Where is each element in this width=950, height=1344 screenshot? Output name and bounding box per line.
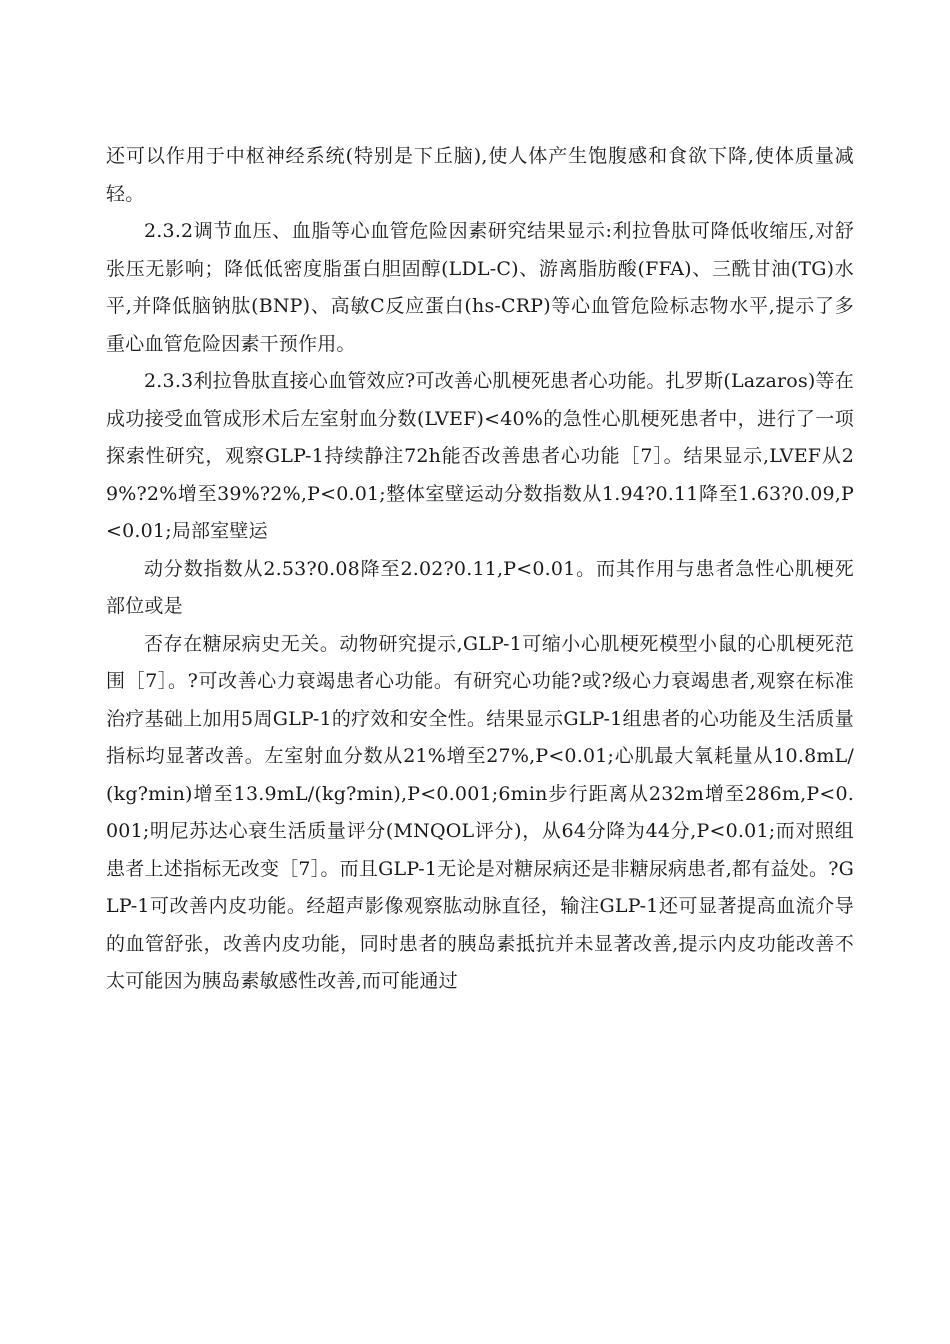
paragraph-heart-failure-endothelial: 否存在糖尿病史无关。动物研究提示,GLP-1可缩小心肌梗死模型小鼠的心肌梗死范围［7］。?可改善心力衰竭患者心功能。有研究心功能?或?级心力衰竭患者,观察在标准治疗基础上加用5周GLP-1的疗效和安全性。结果显示GLP-1组患者的心功能及生活质量指标均显著改善。左室射血分数从21%增至27%,P<0.01;心肌最大氧耗量从10.8mL/(kg?min)增至13.9mL/(kg?min),P<0.001;6min步行距离从232m增至286m,P<0.001;明尼苏达心衰生活质量评分(MNQOL评分)，从64分降为44分,P<0.01;而对照组患者上述指标无改变［7］。而且GLP-1无论是对糖尿病还是非糖尿病患者,都有益处。?GLP-1可改善内皮功能。经超声影像观察肱动脉直径，输注GLP-1还可显著提高血流介导的血管舒张，改善内皮功能，同时患者的胰岛素抵抗并未显著改善,提示内皮功能改善不太可能因为胰岛素敏感性改善,而可能通过 [106, 632, 854, 992]
body-text [106, 138, 854, 1001]
paragraph-continuation: 还可以作用于中枢神经系统(特别是下丘脑),使人体产生饱腹感和食欲下降,使体质量减轻。 [106, 145, 854, 205]
paragraph-section-2-3-2: 2.3.2调节血压、血脂等心血管危险因素研究结果显示:利拉鲁肽可降低收缩压,对舒张压无影响；降低低密度脂蛋白胆固醇(LDL-C)、游离脂肪酸(FFA)、三酰甘油(TG)水平,并降低脑钠肽(BNP)、高敏C反应蛋白(hs-CRP)等心血管危险标志物水平,提示了多重心血管危险因素干预作用。 [106, 220, 854, 355]
paragraph-section-2-3-3: 2.3.3利拉鲁肽直接心血管效应?可改善心肌梗死患者心功能。扎罗斯(Lazaros)等在成功接受血管成形术后左室射血分数(LVEF)<40%的急性心肌梗死患者中，进行了一项探索性研究，观察GLP-1持续静注72h能否改善患者心功能［7］。结果显示,LVEF从29%?2%增至39%?2%,P<0.01;整体室壁运动分数指数从1.94?0.11降至1.63?0.09,P<0.01;局部室壁运 [106, 370, 854, 542]
paragraph-regional-wall-motion: 动分数指数从2.53?0.08降至2.02?0.11,P<0.01。而其作用与患者急性心肌梗死部位或是 [106, 557, 854, 617]
